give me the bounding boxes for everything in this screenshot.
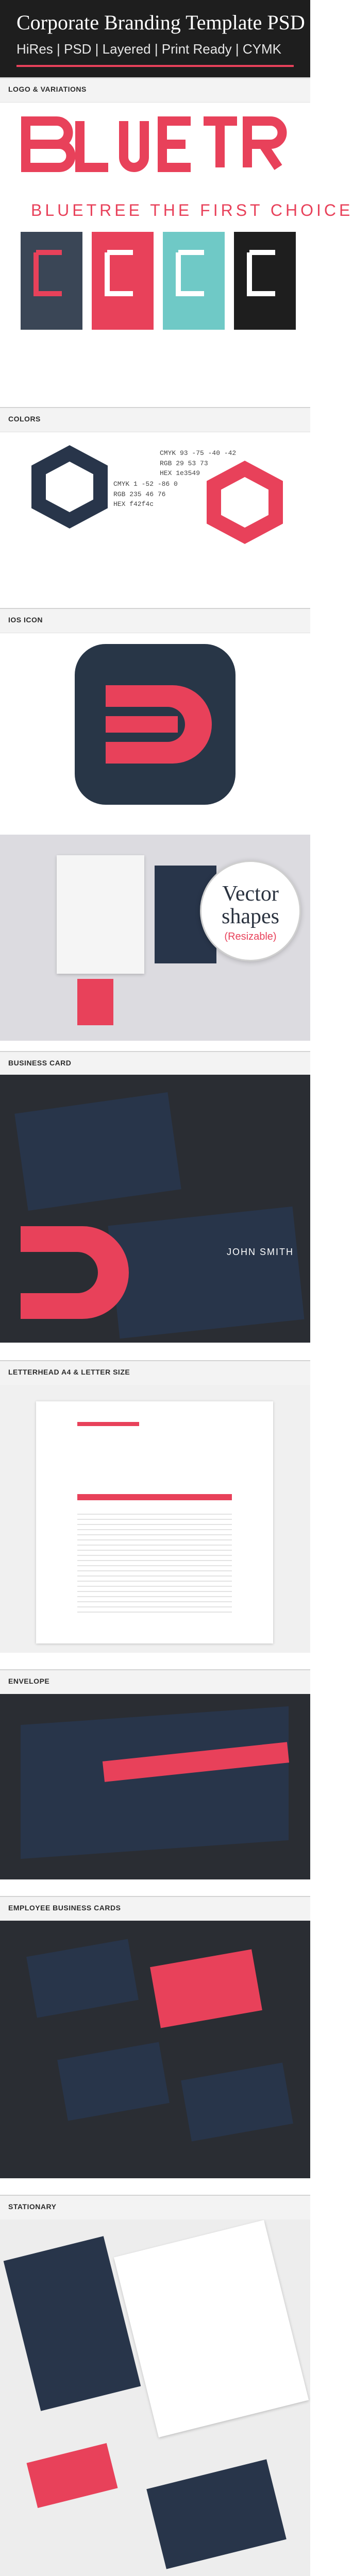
- color-blue-specs: [113, 479, 178, 510]
- logo-tagline: BLUETREE THE FIRST CHOICE: [31, 201, 353, 219]
- color-navy-cmyk: CMYK 93 -75 -40 -42: [160, 449, 237, 457]
- logo-variation-marks: [21, 232, 290, 330]
- section-bar-colors: [0, 407, 310, 432]
- business-card-name: JOHN SMITH: [227, 1247, 294, 1257]
- color-navy-rgb: RGB 29 53 73: [160, 459, 208, 467]
- color-hex-navy: [31, 448, 108, 526]
- color-hex-red: [206, 464, 283, 541]
- color-blue-hex: HEX f42f4c: [113, 500, 154, 508]
- section-label-logo: LOGO & VARIATIONS: [8, 85, 87, 93]
- vector-resizable-text: (Resizable): [224, 931, 277, 943]
- section-label-colors: COLORS: [8, 415, 41, 423]
- section-label-employee: EMPLOYEE BUSINESS CARDS: [8, 1904, 121, 1912]
- color-blue-cmyk: CMYK 1 -52 -86 0: [113, 480, 178, 488]
- preview-photo-card: [77, 979, 113, 1025]
- vector-shapes-bubble: [200, 860, 301, 961]
- color-blue-rgb: RGB 235 46 76: [113, 490, 166, 498]
- letterhead-highlight: [77, 1494, 232, 1500]
- page-title: Corporate Branding Template PSD: [16, 11, 305, 34]
- vector-shapes-text: Vector shapes: [222, 882, 279, 929]
- section-label-ios: IOS ICON: [8, 616, 43, 624]
- letterhead-body-lines: [77, 1510, 232, 1613]
- page-subtitle: HiRes | PSD | Layered | Print Ready | CYMK: [16, 41, 281, 57]
- section-label-letterhead: LETTERHEAD A4 & LETTER SIZE: [8, 1368, 130, 1376]
- business-card-mark: [10, 1206, 144, 1340]
- header-divider: [16, 65, 294, 67]
- section-label-business-card: BUSINESS CARD: [8, 1059, 72, 1067]
- ios-app-icon: [75, 644, 236, 805]
- ios-icon-mark: [75, 644, 236, 805]
- section-label-envelope: ENVELOPE: [8, 1677, 50, 1685]
- section-bar-ios: [0, 608, 310, 633]
- color-navy-hex: HEX 1e3549: [160, 469, 200, 477]
- preview-letterhead: [57, 855, 144, 974]
- section-label-stationary: STATIONARY: [8, 2202, 57, 2211]
- letterhead-logo-bar: [77, 1422, 139, 1426]
- logo-wordmark: [21, 111, 290, 188]
- envelope-body: [21, 1706, 289, 1859]
